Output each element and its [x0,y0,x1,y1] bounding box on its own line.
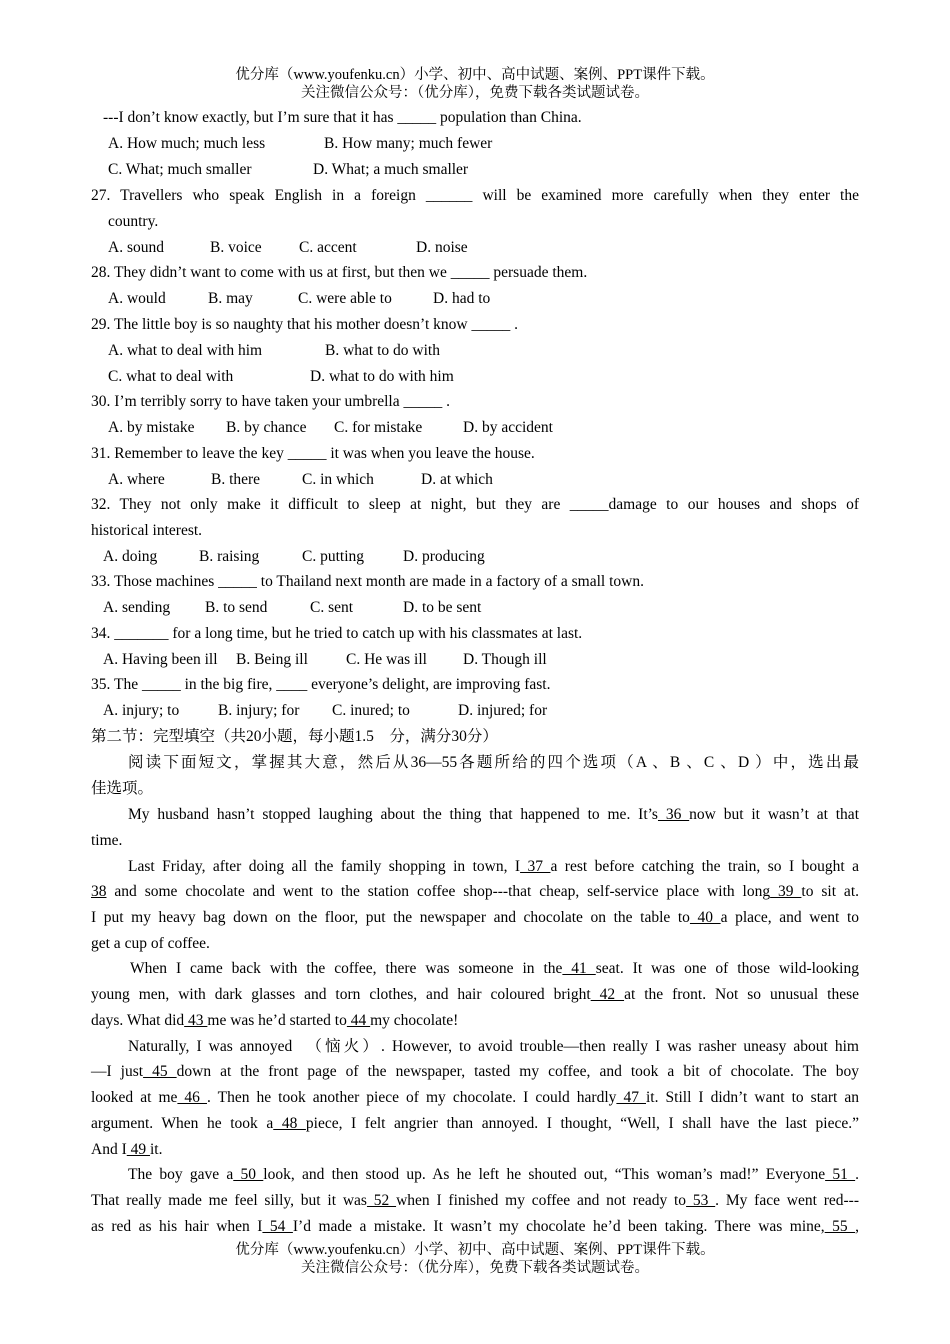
blank-50: 50 [233,1166,264,1183]
passage-line: That really made me feel silly, but it was 52 when I finished my coffee and not ready to 53 . My face went red--- [91,1192,859,1209]
q29-option-d: D. what to do with him [310,368,454,385]
passage-line: My husband hasn’t stopped laughing about the thing that happened to me. It’s 36 now but it wasn’t at that [128,806,859,823]
q34-stem: 34. _______ for a long time, but he tried to catch up with his classmates at last. [91,625,583,642]
q27-option-b: B. voice [210,239,262,256]
footer-line-2: 关注微信公众号：（优分库），免费下载各类试题试卷。 [301,1260,649,1276]
passage-line: get a cup of coffee. [91,935,210,952]
blank-40: 40 [689,909,721,926]
q29-option-a: A. what to deal with him [108,342,263,359]
q32-option-a: A. doing [103,548,158,565]
q30-option-c: C. for mistake [334,419,423,436]
section-2-instructions-cont: 佳选项。 [91,780,154,797]
blank-42: 42 [590,986,625,1003]
passage-line: looked at me 46 . Then he took another piece of my chocolate. I could hardly 47 it. Still I didn’t want to start an [91,1089,860,1106]
passage-line: young men, with dark glasses and torn clothes, and hair coloured bright 42 at the front. Not so unusual these [91,986,859,1003]
q32-stem: 32. They not only make it difficult to sleep at night, but they are _____damage to our houses and shops of [91,496,859,513]
passage-line: I put my heavy bag down on the floor, put the newspaper and chocolate on the table to 40 a place, and went to [91,909,859,926]
passage-line: time. [91,832,123,849]
q33-option-d: D. to be sent [403,599,482,616]
q29-stem: 29. The little boy is so naughty that his mother doesn’t know _____ . [91,316,518,333]
q32-option-d: D. producing [403,548,485,565]
q34-option-d: D. Though ill [463,651,547,668]
q35-stem: 35. The _____ in the big fire, ____ everyone’s delight, are improving fast. [91,676,551,693]
q27-option-c: C. accent [299,239,357,256]
passage-line: —I just 45 down at the front page of the newspaper, tasted my coffee, and took a bit of chocolate. The boy [91,1063,860,1080]
blank-54: 54 [262,1218,293,1235]
q31-option-c: C. in which [302,471,374,488]
q30-stem: 30. I’m terribly sorry to have taken your umbrella _____ . [91,393,450,410]
q29-option-b: B. what to do with [325,342,440,359]
q29-option-c: C. what to deal with [108,368,234,385]
q27-option-d: D. noise [416,239,468,256]
passage-line: days. What did 43 me was he’d started to 44 my chocolate! [91,1012,459,1029]
q28-option-a: A. would [108,290,166,307]
q32-stem-cont: historical interest. [91,522,203,539]
blank-36: 36 [657,806,690,823]
blank-53: 53 [686,1192,716,1209]
blank-49: 49 [126,1141,150,1158]
q33-option-c: C. sent [310,599,354,616]
passage-line: When I came back with the coffee, there was someone in the 41 seat. It was one of those wild-looking [130,960,859,977]
q31-option-a: A. where [108,471,165,488]
passage-line: 38 and some chocolate and went to the station coffee shop---that cheap, self-service place with long 39 to sit at. [91,883,859,900]
q26-option-a: A. How much; much less [108,135,266,152]
q31-option-b: B. there [211,471,261,488]
blank-44: 44 [346,1012,371,1029]
q28-option-d: D. had to [433,290,491,307]
section-2-instructions: 阅读下面短文，掌握其大意，然后从36—55各题所给的四个选项（A 、B 、C 、D ）中，选出最 [128,754,859,771]
q34-option-c: C. He was ill [346,651,427,668]
q32-option-c: C. putting [302,548,365,565]
q35-option-c: C. inured; to [332,702,410,719]
blank-46: 46 [177,1089,207,1106]
q34-option-a: A. Having been ill [103,651,218,668]
q33-option-a: A. sending [103,599,171,616]
blank-52: 52 [366,1192,397,1209]
q33-option-b: B. to send [205,599,268,616]
q34-option-b: B. Being ill [236,651,308,668]
blank-39: 39 [770,883,802,900]
footer-line-1: 优分库（www.youfenku.cn）小学、初中、高中试题、案例、PPT课件下载。 [235,1242,715,1258]
blank-43: 43 [184,1012,208,1029]
q31-stem: 31. Remember to leave the key _____ it was when you leave the house. [91,445,535,462]
q30-option-d: D. by accident [463,419,553,436]
q30-option-b: B. by chance [226,419,307,436]
q26-option-c: C. What; much smaller [108,161,252,178]
passage-line: The boy gave a 50 look, and then stood up. As he left he shouted out, “This woman’s mad!” Everyone 51 . [128,1166,860,1183]
q26-option-d: D. What; a much smaller [313,161,469,178]
q28-option-c: C. were able to [298,290,392,307]
blank-47: 47 [616,1089,646,1106]
q26-option-b: B. How many; much fewer [324,135,493,152]
q26-stem: ---I don’t know exactly, but I’m sure that it has _____ population than China. [103,109,582,126]
blank-41: 41 [562,960,596,977]
q27-option-a: A. sound [108,239,164,256]
q35-option-d: D. injured; for [458,702,548,719]
passage-line: Naturally, I was annoyed （恼火）. However, to avoid trouble—then really I was rasher uneasy about him [128,1038,859,1055]
q27-stem-cont: country. [108,213,159,230]
passage-line: as red as his hair when I 54 I’d made a mistake. It wasn’t my chocolate he’d been taking. There was mine, 55 , [91,1218,860,1235]
blank-45: 45 [143,1063,177,1080]
q27-stem: 27. Travellers who speak English in a foreign ______ will be examined more carefully when they enter the [91,187,859,204]
q28-option-b: B. may [208,290,253,307]
blank-51: 51 [825,1166,856,1183]
q28-stem: 28. They didn’t want to come with us at first, but then we _____ persuade them. [91,264,588,281]
passage-line: argument. When he took a 48 piece, I felt angrier than annoyed. I thought, “Well, I shall have the last piece.” [91,1115,859,1132]
header-line-2: 关注微信公众号：（优分库），免费下载各类试题试卷。 [301,85,649,101]
q31-option-d: D. at which [421,471,493,488]
blank-37: 37 [520,858,551,875]
blank-48: 48 [273,1115,306,1132]
section-2-title: 第二节：完型填空（共20小题，每小题1.5 分，满分30分） [91,728,498,745]
q32-option-b: B. raising [199,548,260,565]
passage-line: Last Friday, after doing all the family shopping in town, I 37 a rest before catching the train, so I bought a [128,858,859,875]
passage-line: And I 49 it. [91,1141,163,1158]
q35-option-b: B. injury; for [218,702,300,719]
header-line-1: 优分库（www.youfenku.cn）小学、初中、高中试题、案例、PPT课件下载。 [235,67,715,83]
blank-55: 55 [824,1218,856,1235]
blank-38: 38 [91,883,107,900]
q33-stem: 33. Those machines _____ to Thailand next month are made in a factory of a small town. [91,573,644,590]
q30-option-a: A. by mistake [108,419,195,436]
q35-option-a: A. injury; to [103,702,180,719]
